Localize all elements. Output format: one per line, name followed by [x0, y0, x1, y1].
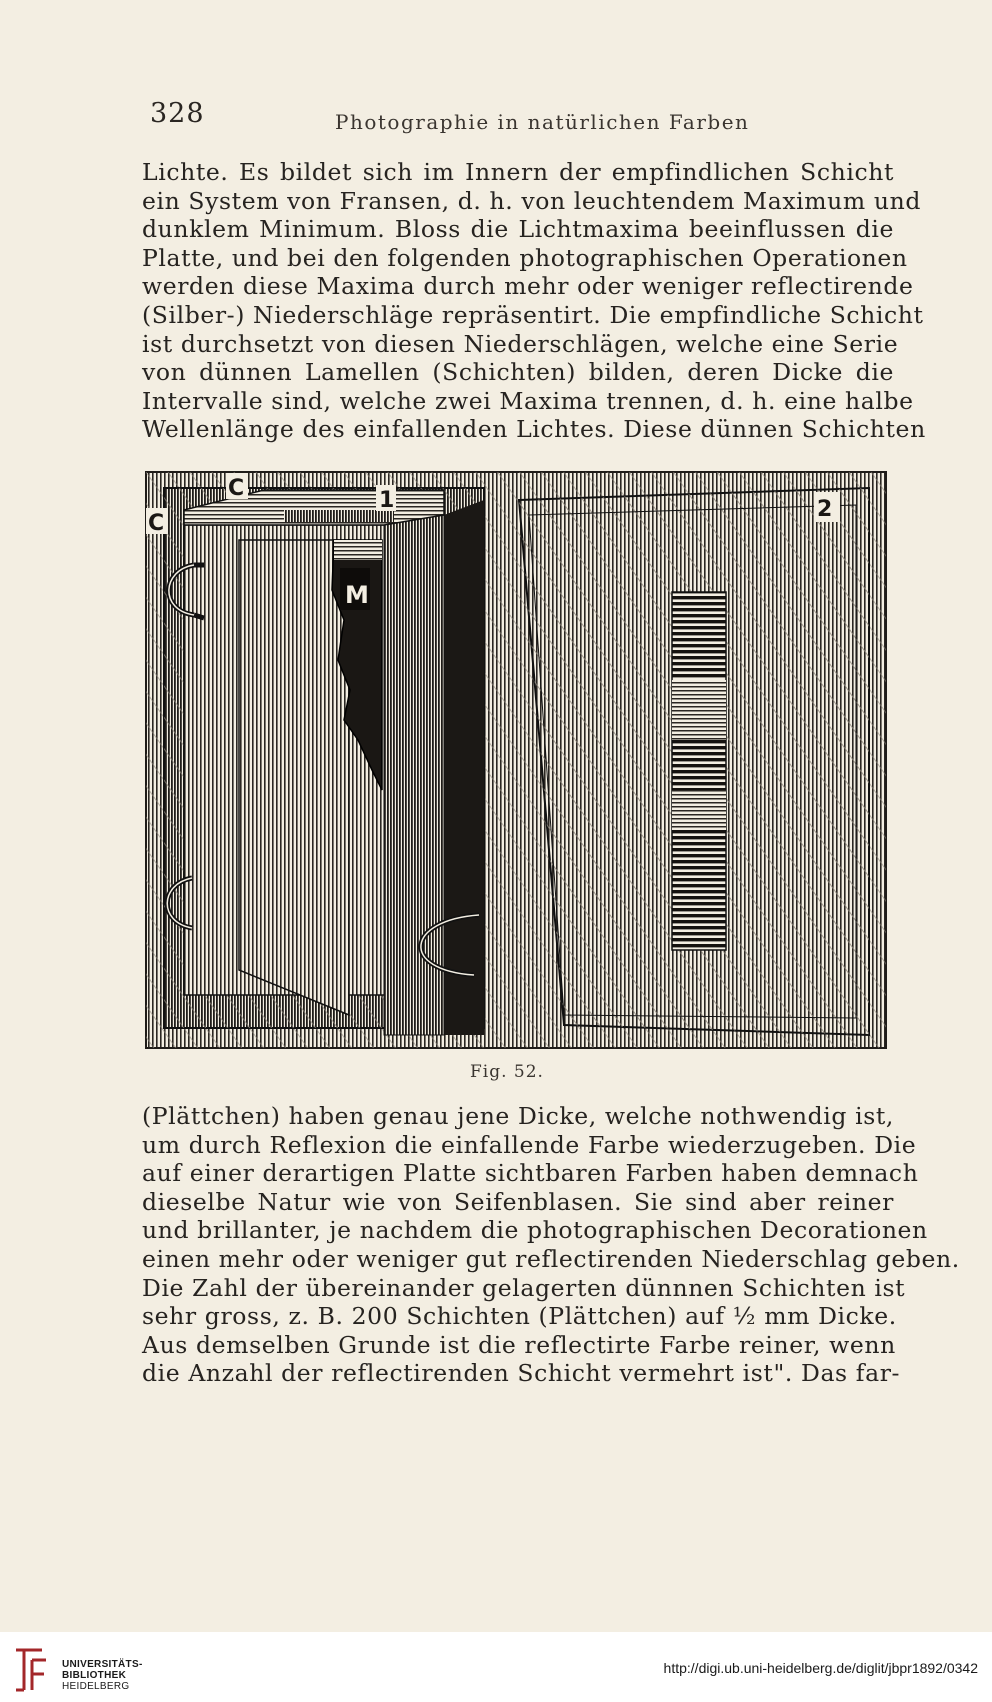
text-line: einen mehr oder weniger gut reflectirenden Niederschlag geben. — [142, 1244, 960, 1273]
label-1: 1 — [379, 488, 395, 513]
text-line: Lichte. Es bildet sich im Innern der empfindlichen Schicht — [142, 158, 894, 186]
library-logo-text: UNIVERSITÄTS- BIBLIOTHEK HEIDELBERG — [62, 1659, 143, 1692]
text-line: und brillanter, je nachdem die photographischen Decorationen — [142, 1216, 928, 1245]
text-line: die Anzahl der reflectirenden Schicht vermehrt ist". Das far- — [142, 1359, 901, 1388]
plate-2 — [519, 488, 869, 1035]
running-title: Photographie in natürlichen Farben — [335, 110, 750, 134]
figure-caption: Fig. 52. — [470, 1062, 544, 1082]
plate-holder-1 — [146, 473, 484, 1035]
library-logo[interactable] — [12, 1642, 143, 1694]
label-c-top: C — [228, 476, 245, 501]
text-line: Die Zahl der übereinander gelagerten dünnnen Schichten ist — [142, 1273, 906, 1302]
text-line: dunklem Minimum. Bloss die Lichtmaxima beeinflussen die — [142, 215, 894, 244]
paragraph-bottom — [142, 1102, 960, 1388]
text-line: sehr gross, z. B. 200 Schichten (Plättchen) auf ½ mm Dicke. — [142, 1302, 897, 1331]
text-line: Wellenlänge des einfallenden Lichtes. Diese dünnen Schichten — [142, 415, 926, 444]
library-logo-icon — [12, 1642, 52, 1694]
text-line: Aus demselben Grunde ist die reflectirte Farbe reiner, wenn — [142, 1330, 896, 1359]
text-line: auf einer derartigen Platte sichtbaren Farben haben demnach — [142, 1159, 919, 1188]
text-line: werden diese Maxima durch mehr oder weniger reflectirende — [142, 272, 914, 301]
label-2: 2 — [817, 497, 833, 522]
text-line: Platte, und bei den folgenden photographischen Operationen — [142, 243, 908, 272]
label-c-left: C — [148, 511, 165, 536]
text-line: Intervalle sind, welche zwei Maxima trennen, d. h. eine halbe — [142, 386, 914, 415]
engraving-illustration — [144, 470, 889, 1052]
text-line: ist durchsetzt von diesen Niederschlägen, welche eine Serie — [142, 329, 899, 358]
footer-bar — [0, 1632, 992, 1702]
page-number: 328 — [150, 98, 205, 129]
text-line: um durch Reflexion die einfallende Farbe wiederzugeben. Die — [142, 1130, 917, 1159]
figure-plate-holder — [144, 470, 889, 1052]
text-line: ein System von Fransen, d. h. von leuchtendem Maximum und — [142, 186, 921, 215]
label-m: M — [345, 581, 369, 609]
paragraph-top — [142, 158, 926, 444]
text-line: (Plättchen) haben genau jene Dicke, welche nothwendig ist, — [142, 1102, 894, 1130]
text-line: dieselbe Natur wie von Seifenblasen. Sie sind aber reiner — [142, 1187, 894, 1216]
text-line: von dünnen Lamellen (Schichten) bilden, deren Dicke die — [142, 358, 894, 387]
text-line: (Silber-) Niederschläge repräsentirt. Die empfindliche Schicht — [142, 300, 924, 329]
source-url[interactable]: http://digi.ub.uni-heidelberg.de/diglit/jbpr1892/0342 — [663, 1660, 978, 1676]
